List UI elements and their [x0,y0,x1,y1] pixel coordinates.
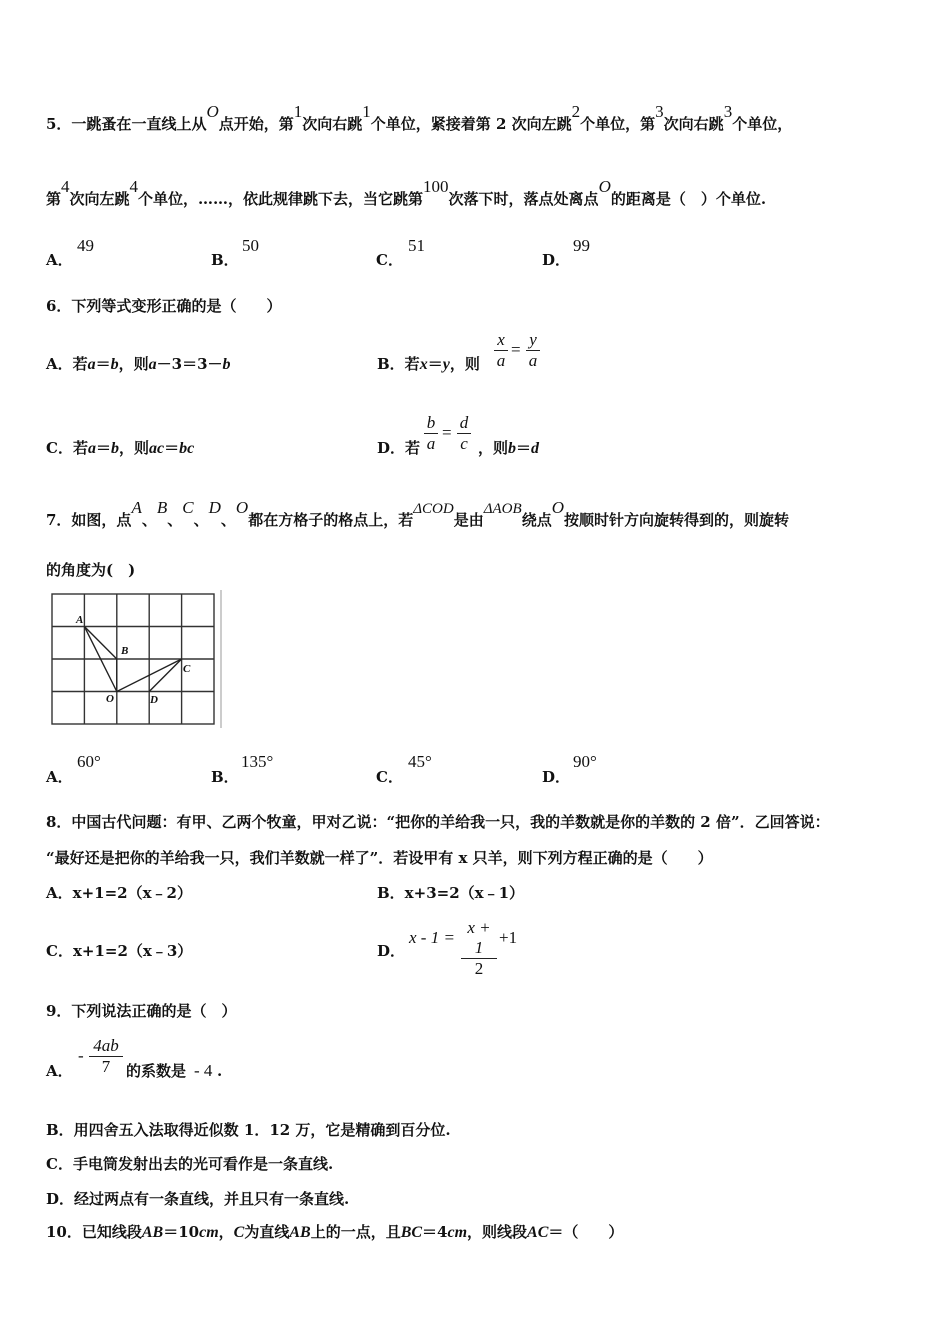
q5-text: 次向左跳 [69,190,130,208]
segment-dc [149,659,181,692]
label-b: B [121,645,129,657]
q5-number: 1 [362,102,371,121]
option-label: C． [376,768,403,786]
text: ，则 [118,355,149,373]
q6-option-a[interactable] [46,354,231,375]
equation-left: x - 1 = [409,928,455,947]
option-label: D．若 [377,439,421,457]
point-o: O [235,498,249,517]
q5-text: 的距离是（ ）个单位. [610,190,767,208]
eq: ＝ [95,355,111,373]
q5-number: 3 [655,102,664,121]
q7-text: 7．如图，点 [46,511,132,529]
option-label: D． [542,251,571,269]
point-a: A [131,498,142,517]
var: d [531,440,540,457]
q10-text: 10．已知线段 [46,1223,142,1241]
point-o: O [598,177,611,196]
eq: ＝ [95,439,111,457]
fraction-d-over-c [457,413,471,454]
option-value: 49 [77,236,94,255]
triangle-aob: ΔAOB [483,501,522,517]
fraction-4ab-over-7 [89,1036,123,1077]
point-o: O [551,498,564,517]
unit: cm [447,1224,468,1241]
sep: 、 [220,511,236,529]
var: AB [141,1224,164,1241]
var: a [148,356,157,373]
text: ，则 [118,439,149,457]
label-o: O [106,693,114,705]
var: ac [148,440,165,457]
numerator: 4ab [93,1036,119,1055]
label-c: C [183,663,191,675]
var: b [110,356,119,373]
var: a [87,440,96,457]
text: ，则 [478,439,509,457]
point-o: O [206,102,219,121]
option-value: 90° [573,752,597,771]
unit: cm [199,1224,219,1241]
triangle-cod: ΔCOD [413,501,454,517]
q7-line2: 的角度为( ) [46,561,136,579]
equals-sign: = [511,340,521,359]
q5-text: 个单位，紧接着第 2 次向左跳 [370,115,572,133]
var: b [508,440,517,457]
denominator: a [426,434,436,453]
q10-text: 为直线 [244,1223,290,1241]
var: AB [289,1224,311,1241]
segment-ab [84,627,116,660]
option-value: 135° [241,752,274,771]
var: y [442,356,450,373]
q10-text: ＝（ ） [548,1223,624,1241]
var: b [110,440,119,457]
sep: 、 [167,511,183,529]
numerator: x [497,330,505,349]
expr: －3＝3－ [156,355,223,373]
q8-line2: “最好还是把你的羊给我一只，我们羊数就一样了”．若设甲有 x 只羊，则下列方程正确的是（ ） [46,849,713,867]
option-label: D． [542,768,571,786]
var: x [419,356,428,373]
option-label: B．若 [377,355,420,373]
q5-number: 2 [571,102,581,121]
q8-option-a[interactable]: A．x+1=2（x﹣2） [46,884,192,902]
var: b [222,356,231,373]
q5-number: 1 [293,102,303,121]
option-label: D． [377,942,406,960]
q5-text: 个单位，……，依此规律跳下去，当它跳第 [138,190,424,208]
period: . [217,1062,223,1080]
q7-line1 [46,498,789,531]
numerator: d [459,413,469,432]
q7-text: 都在方格子的格点上，若 [248,511,414,529]
q10-text: 上的一点，且 [310,1223,401,1241]
q10-text: ＝10 [163,1223,200,1241]
equals-sign: = [442,423,452,442]
q6-stem: 6．下列等式变形正确的是（ ） [46,297,282,315]
option-label: A． [46,251,73,269]
option-value: 50 [242,236,259,255]
option-label: A． [46,768,73,786]
q5-text: 点开始，第 [218,115,294,133]
q9-option-c[interactable]: C．手电筒发射出去的光可看作是一条直线. [46,1155,334,1173]
q7-grid-figure [48,590,228,730]
fraction-x-over-a [494,330,508,371]
q10-text: ＝4 [422,1223,448,1241]
q9-option-b[interactable]: B．用四舍五入法取得近似数 1．12 万，它是精确到百分位. [46,1121,451,1139]
q5-number: 4 [129,177,139,196]
q5-number: 100 [423,177,449,196]
option-value: 45° [408,752,432,771]
q5-text: 次向右跳 [302,115,363,133]
denominator: c [460,434,468,453]
q5-line2 [46,177,767,209]
fraction-x-plus-1-over-2 [461,918,497,979]
sep: 、 [141,511,157,529]
q10-stem [46,1222,623,1243]
q8-line1: 8．中国古代问题：有甲、乙两个牧童，甲对乙说：“把你的羊给我一只，我的羊数就是你的羊数的 2 倍”．乙回答说： [46,813,830,831]
option-label: C．若 [46,439,88,457]
q10-text: ，则线段 [467,1223,528,1241]
q5-text: 个单位， [732,115,793,133]
var: AC [527,1224,549,1241]
option-text: 的系数是 [126,1062,187,1080]
label-d: D [150,694,158,706]
q5-text: 第 [46,190,62,208]
eq: ＝ [164,439,180,457]
denominator: a [496,351,506,370]
q5-text: 5．一跳蚤在一直线上从 [46,115,207,133]
eq: ＝ [516,439,532,457]
option-value: 60° [77,752,101,771]
option-label: B． [211,251,239,269]
q5-number: 4 [61,177,70,196]
option-value: 99 [573,236,590,255]
q8-option-b[interactable]: B．x+3=2（x﹣1） [377,884,525,902]
numerator: y [529,330,537,349]
q5-text: 次落下时，落点处离点 [448,190,599,208]
numerator: b [426,413,436,432]
q7-text: 是由 [453,511,484,529]
option-label: C． [376,251,403,269]
q7-text: 绕点 [521,511,552,529]
q6-option-c[interactable] [46,438,194,459]
point-d: D [208,498,221,517]
q5-text: 个单位，第 [580,115,656,133]
option-value: 51 [408,236,425,255]
option-label: B． [211,768,239,786]
point-c: C [182,498,194,517]
equation-right: +1 [499,928,518,947]
fraction-b-over-a [424,413,438,454]
coefficient-value: - 4 [194,1061,213,1080]
q7-text: 按顺时针方向旋转得到的，则旋转 [563,511,789,529]
denominator: 2 [474,959,484,978]
q9-option-d[interactable]: D．经过两点有一条直线，并且只有一条直线. [46,1190,350,1208]
text: ，则 [449,355,480,373]
var: a [87,356,96,373]
var: BC [400,1224,423,1241]
denominator: a [528,351,538,370]
q5-line1 [46,102,793,134]
option-label: A．若 [46,355,88,373]
q9-stem: 9．下列说法正确的是（ ） [46,1002,237,1020]
q5-number: 3 [723,102,733,121]
fraction-y-over-a [526,330,540,371]
label-a: A [76,614,84,626]
q5-text: 次向右跳 [663,115,724,133]
sep: 、 [193,511,209,529]
denominator: 7 [101,1057,111,1076]
var: C [233,1224,245,1241]
var: bc [179,440,195,457]
option-label: A． [46,1062,73,1080]
numerator: x + 1 [467,918,491,957]
point-b: B [156,498,168,517]
eq: ＝ [427,355,443,373]
minus-sign: - [78,1046,84,1065]
q10-text: ， [218,1223,234,1241]
q8-option-c[interactable]: C．x+1=2（x﹣3） [46,942,193,960]
